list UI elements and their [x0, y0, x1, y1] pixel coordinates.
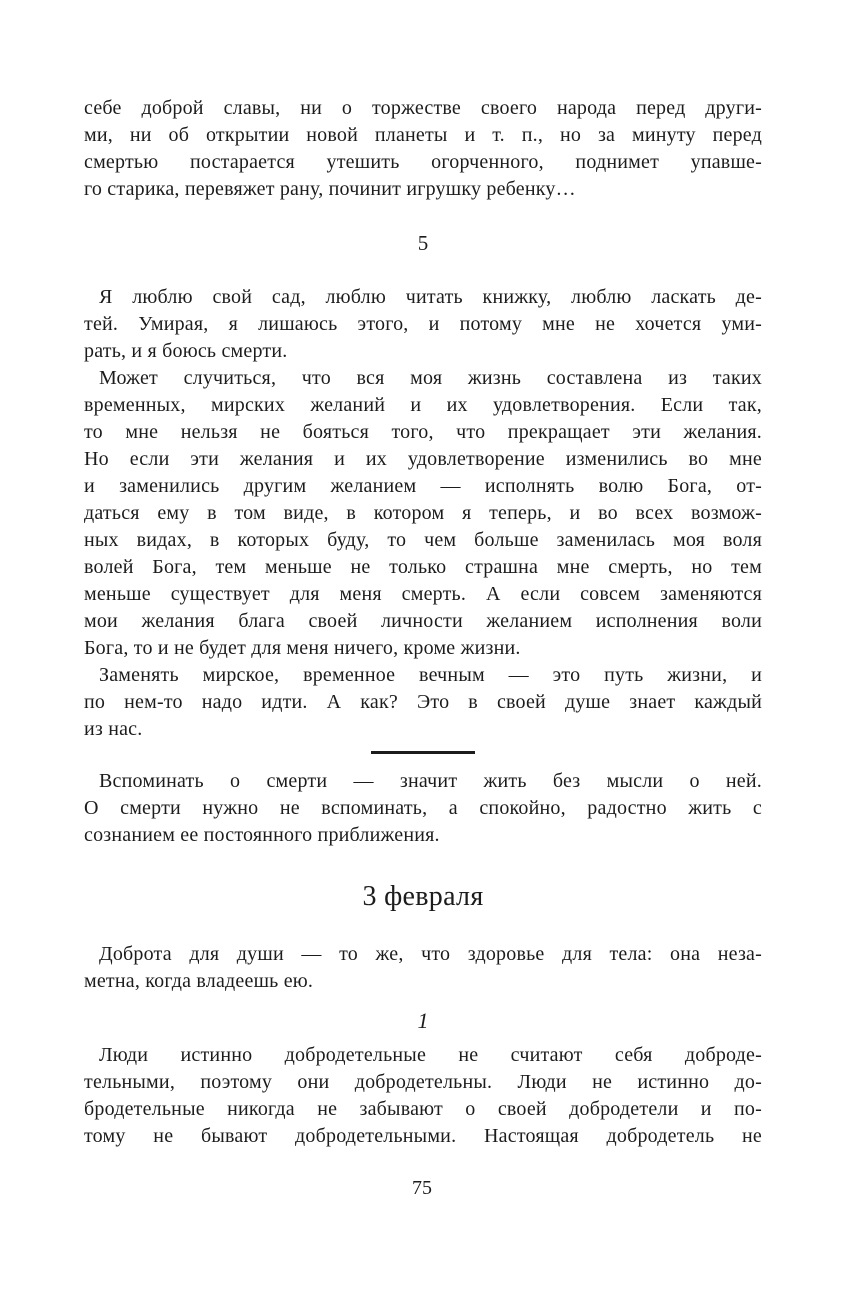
- text-line: метна, когда владеешь ею.: [84, 970, 314, 992]
- section-separator: [371, 751, 475, 754]
- page-number: 75: [412, 1177, 432, 1199]
- text-line: рать, и я боюсь смерти.: [84, 340, 288, 362]
- paragraph: [84, 662, 762, 743]
- text-line: меньше существует для меня смерть. А если совсем заменяются: [84, 583, 762, 605]
- text-line: по нем-то надо идти. А как? Это в своей душе знает каждый: [84, 691, 762, 713]
- text-line: Доброта для души — то же, что здоровье для тела: она неза-: [99, 943, 762, 965]
- text-line: тому не бывают добродетельными. Настоящая добродетель не: [84, 1125, 762, 1147]
- text-line: Бога, то и не будет для меня ничего, кроме жизни.: [84, 637, 521, 659]
- section-number: 5: [417, 231, 429, 255]
- text-line: Люди истинно добродетельные не считают себя доброде-: [99, 1044, 762, 1066]
- paragraph: [84, 95, 762, 203]
- text-line: тельными, поэтому они добродетельны. Люди не истинно до-: [84, 1071, 762, 1093]
- text-line: себе доброй славы, ни о торжестве своего народа перед други-: [84, 97, 762, 119]
- text-line: ных видах, в которых буду, то чем больше заменилась моя воля: [84, 529, 762, 551]
- section-number: 1: [417, 1008, 429, 1033]
- paragraph: [84, 284, 762, 365]
- text-line: из нас.: [84, 718, 143, 740]
- text-line: волей Бога, тем меньше не только страшна мне смерть, но тем: [84, 556, 762, 578]
- text-line: Может случиться, что вся моя жизнь составлена из таких: [99, 367, 762, 389]
- text-line: Вспоминать о смерти — значит жить без мысли о ней.: [99, 770, 762, 792]
- text-line: мои желания блага своей личности желанием исполнения воли: [84, 610, 762, 632]
- paragraph: [84, 1042, 762, 1150]
- text-line: сознанием ее постоянного приближения.: [84, 824, 440, 846]
- text-line: ми, ни об открытии новой планеты и т. п., но за минуту перед: [84, 124, 762, 146]
- paragraph: [84, 941, 762, 995]
- text-line: то мне нельзя не бояться того, что прекращает эти желания.: [84, 421, 762, 443]
- text-line: Я люблю свой сад, люблю читать книжку, люблю ласкать де-: [99, 286, 762, 308]
- text-line: тей. Умирая, я лишаюсь этого, и потому мне не хочется уми-: [84, 313, 762, 335]
- text-line: и заменились другим желанием — исполнять волю Бога, от-: [84, 475, 762, 497]
- text-line: О смерти нужно не вспоминать, а спокойно, радостно жить с: [84, 797, 762, 819]
- text-line: временных, мирских желаний и их удовлетворения. Если так,: [84, 394, 762, 416]
- text-line: бродетельные никогда не забывают о своей добродетели и по-: [84, 1098, 762, 1120]
- text-line: Заменять мирское, временное вечным — это путь жизни, и: [99, 664, 762, 686]
- text-block: [84, 95, 762, 1150]
- paragraph: [84, 365, 762, 662]
- text-line: смертью постарается утешить огорченного, поднимет упавше-: [84, 151, 762, 173]
- text-line: го старика, перевяжет рану, починит игрушку ребенку…: [84, 178, 576, 200]
- paragraph: [84, 768, 762, 849]
- text-line: даться ему в том виде, в котором я теперь, и во всех возмож-: [84, 502, 762, 524]
- date-heading: 3 февраля: [362, 881, 484, 912]
- text-line: Но если эти желания и их удовлетворение изменились во мне: [84, 448, 762, 470]
